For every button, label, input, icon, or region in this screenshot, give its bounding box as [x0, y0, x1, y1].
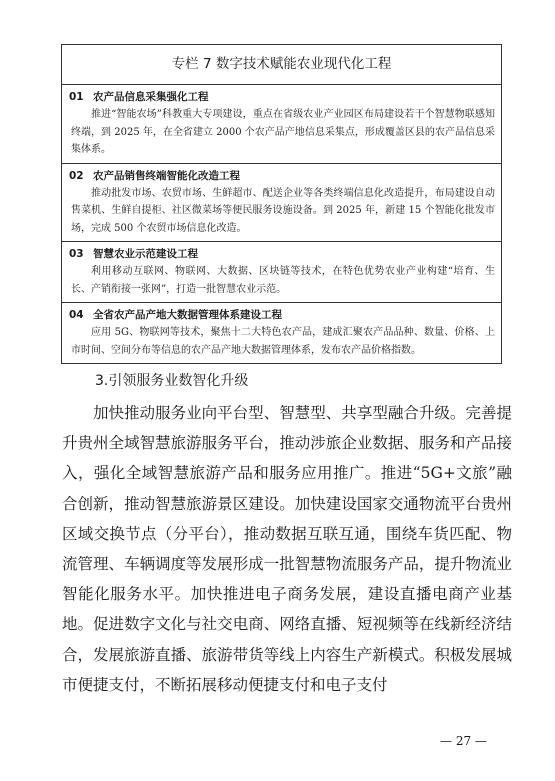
project-number: 04 [69, 309, 84, 321]
project-01 [62, 85, 501, 164]
column-box-title: 专栏 7 数字技术赋能农业现代化工程 [62, 45, 501, 85]
project-title: 全省农产品产地大数据管理体系建设工程 [93, 309, 282, 321]
project-title: 农产品销售终端智能化改造工程 [93, 169, 240, 182]
column-box [61, 44, 502, 364]
project-04 [62, 303, 501, 363]
project-number: 01 [69, 91, 84, 103]
project-02 [62, 164, 501, 243]
project-number: 03 [69, 248, 84, 260]
project-body: 推动批发市场、农贸市场、生鲜超市、配送企业等各类终端信息化改造提升，布局建设自动售菜机、生鲜自提柜、社区微菜场等便民服务设施设备。到 2025 年，新建 15 个智能化批发市场，完成 500 个农贸市场信息化改造。 [71, 187, 495, 234]
project-title: 农产品信息采集强化工程 [93, 91, 209, 103]
project-03 [62, 242, 501, 303]
project-body: 利用移动互联网、物联网、大数据、区块链等技术，在特色优势农业产业构建“培育、生长、产销衔接一张网”，打造一批智慧农业示范。 [71, 266, 495, 295]
section-heading: 3.引领服务业数智化升级 [95, 373, 249, 389]
project-title: 智慧农业示范建设工程 [93, 248, 198, 260]
project-body: 应用 5G、物联网等技术，聚焦十二大特色农产品，建成汇聚农产品品种、数量、价格、上市时间、空间分布等信息的农产品产地大数据管理体系，发布农产品价格指数。 [71, 327, 495, 356]
project-number: 02 [69, 169, 84, 182]
page-number: — 27 — [440, 734, 487, 748]
project-body: 推进“智能农场”科教重大专项建设，重点在省级农业产业园区布局建设若干个智慧物联感知终端，到 2025 年，在全省建立 2000 个农产品产地信息采集点，形成覆盖区县的农产品信息采集体系。 [71, 109, 495, 155]
body-paragraph: 加快推动服务业向平台型、智慧型、共享型融合升级。完善提升贵州全域智慧旅游服务平台，推动涉旅企业数据、服务和产品接入，强化全域智慧旅游产品和服务应用推广。推进“5G+文旅”融合创新，推动智慧旅游景区建设。加快建设国家交通物流平台贵州区域交换节点（分平台），推动数据互联互通，围绕车货匹配、物流管理、车辆调度等发展形成一批智慧物流服务产品，提升物流业智能化服务水平。加快推进电子商务发展，建设直播电商产业基地。促进数字文化与社交电商、网络直播、短视频等在线新经济结合，发展旅游直播、旅游带货等线上内容生产新模式。积极发展城市便捷支付，不断拓展移动便捷支付和电子支付 [62, 404, 512, 694]
